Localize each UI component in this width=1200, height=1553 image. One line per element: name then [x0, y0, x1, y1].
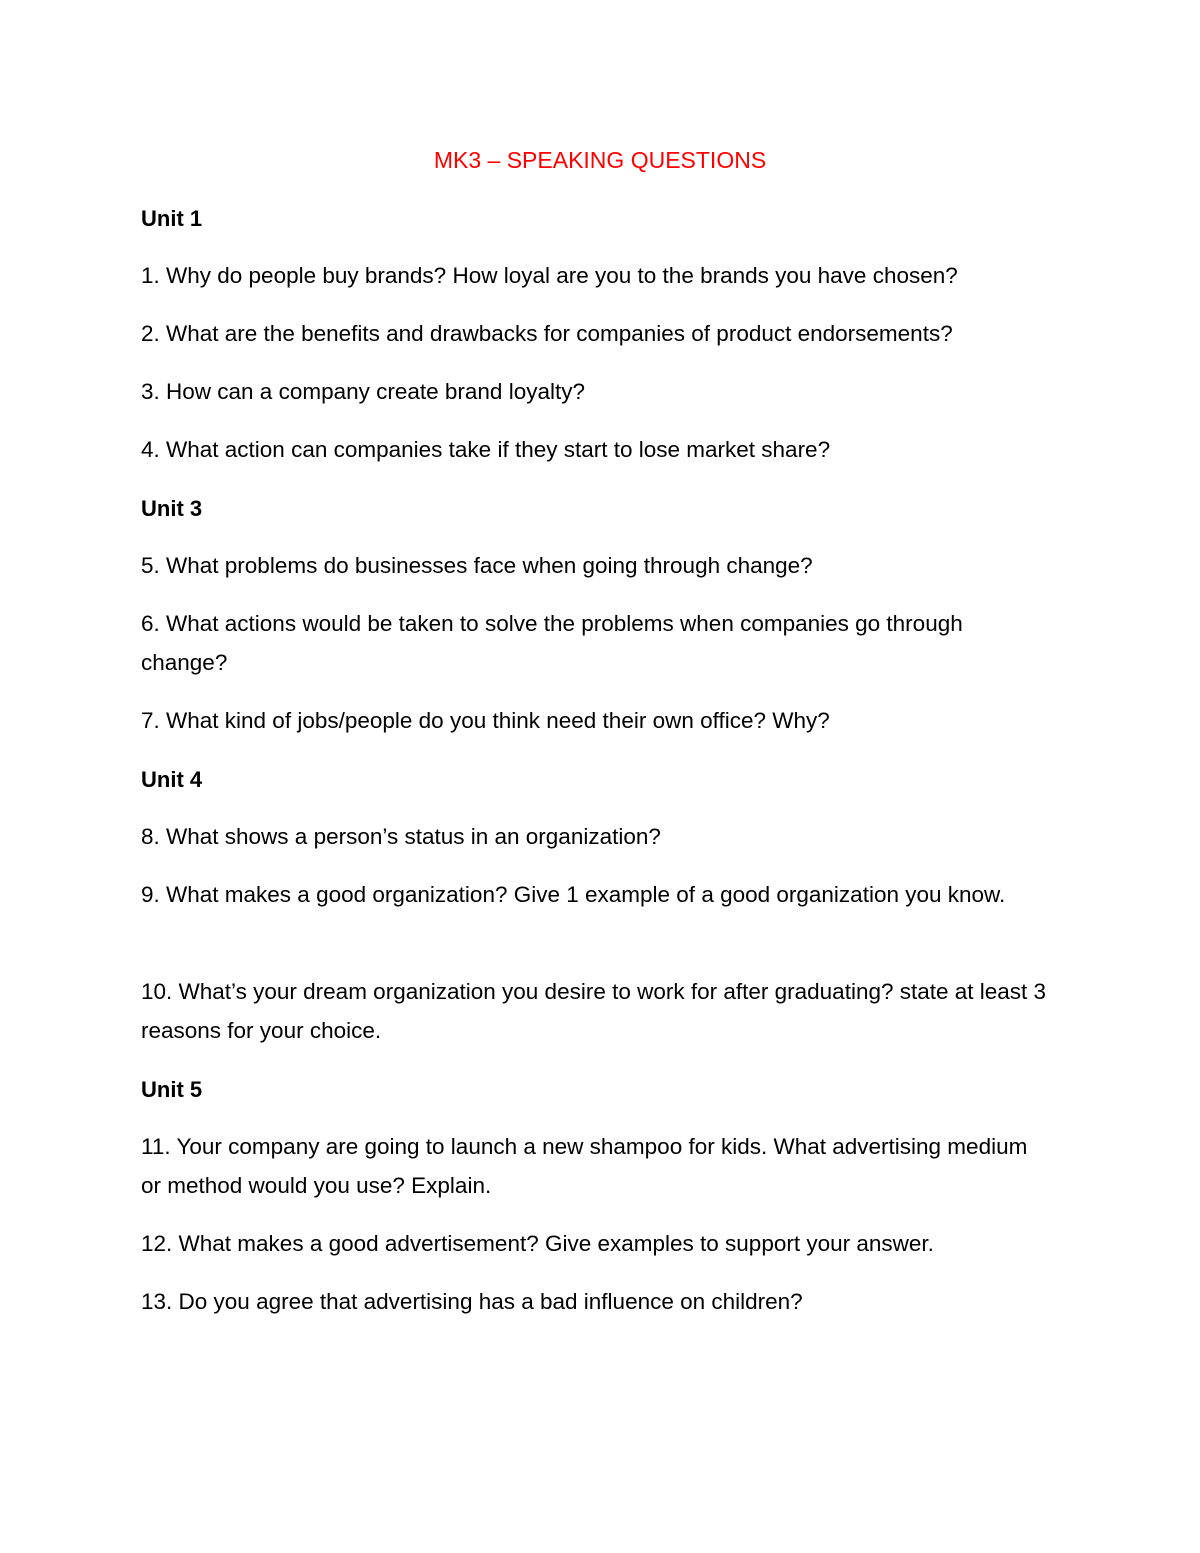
question-item: 5. What problems do businesses face when going through change?: [141, 553, 813, 578]
question-item: 6. What actions would be taken to solve the problems when companies go through change?: [141, 611, 963, 675]
question-item: 9. What makes a good organization? Give 1 example of a good organization you know.: [141, 882, 1006, 907]
question-item: 4. What action can companies take if they start to lose market share?: [141, 437, 831, 462]
unit-heading: Unit 1: [141, 206, 203, 231]
question-item: 13. Do you agree that advertising has a bad influence on children?: [141, 1289, 803, 1314]
unit-heading: Unit 4: [141, 767, 203, 792]
question-item: 11. Your company are going to launch a new shampoo for kids. What advertising medium or method would you use? Explain.: [141, 1134, 1028, 1198]
page-title: MK3 – SPEAKING QUESTIONS: [433, 147, 767, 173]
unit-heading: Unit 3: [141, 496, 203, 521]
question-item: 1. Why do people buy brands? How loyal are you to the brands you have chosen?: [141, 263, 958, 288]
unit-heading: Unit 5: [141, 1077, 203, 1102]
question-item: 2. What are the benefits and drawbacks for companies of product endorsements?: [141, 321, 953, 346]
question-item: 8. What shows a person’s status in an organization?: [141, 824, 661, 849]
question-item: 12. What makes a good advertisement? Give examples to support your answer.: [141, 1231, 934, 1256]
question-item: 3. How can a company create brand loyalty?: [141, 379, 585, 404]
question-item: 7. What kind of jobs/people do you think need their own office? Why?: [141, 708, 830, 733]
question-item: 10. What’s your dream organization you desire to work for after graduating? state at least 3 reasons for your choice.: [141, 979, 1047, 1043]
